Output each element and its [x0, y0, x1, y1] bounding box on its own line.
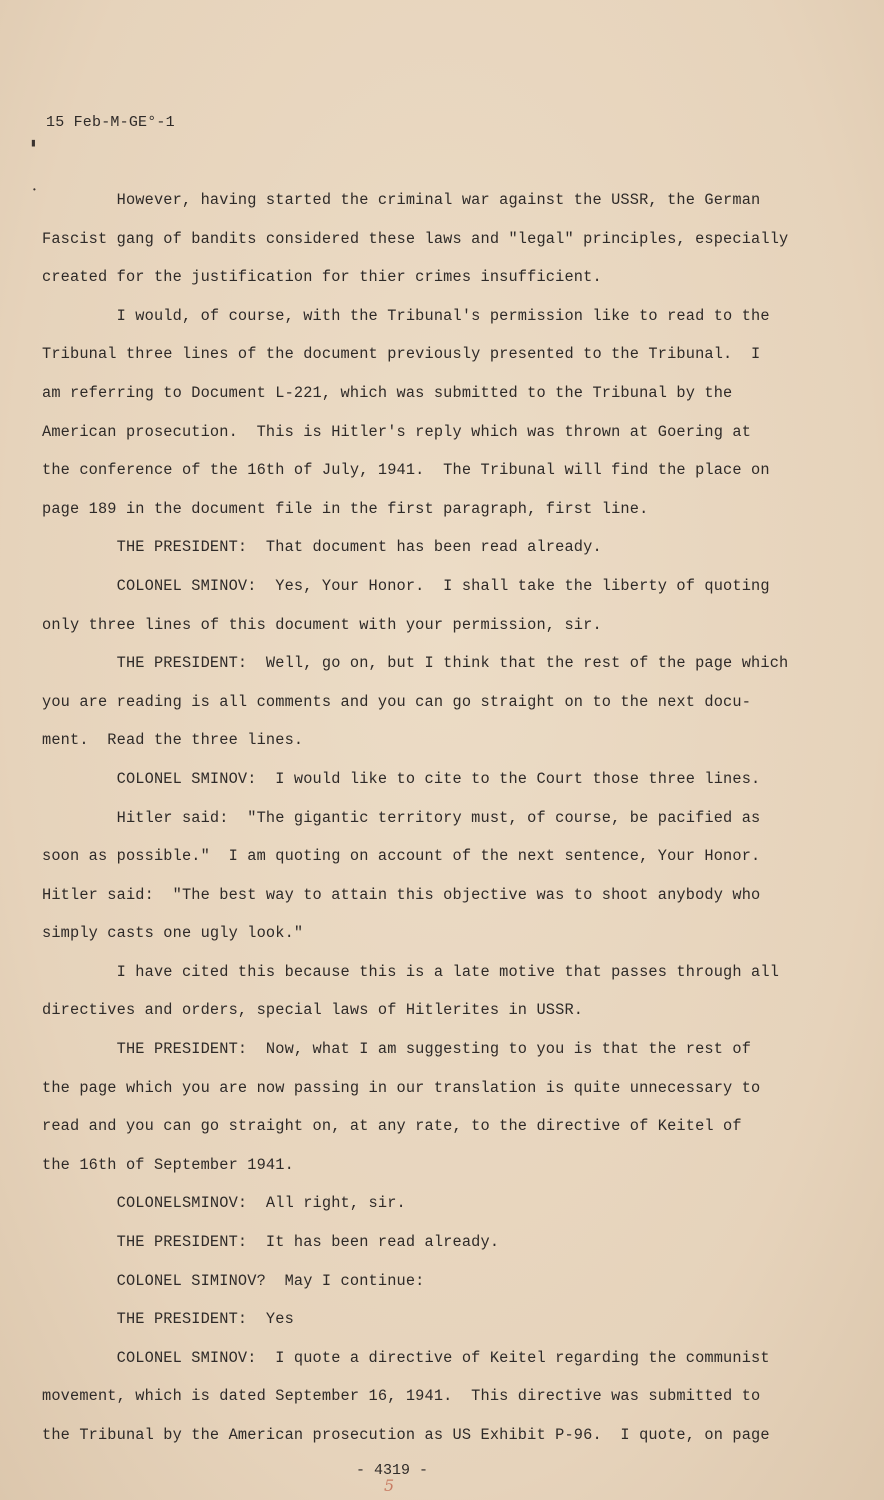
document-reference: 15 Feb-M-GE°-1 [46, 114, 175, 131]
transcript-line: page 189 in the document file in the first paragraph, first line. [42, 499, 649, 518]
transcript-line: the page which you are now passing in our translation is quite unnecessary to [42, 1078, 761, 1097]
transcript-line: the 16th of September 1941. [42, 1155, 294, 1174]
transcript-line: the Tribunal by the American prosecution as US Exhibit P-96. I quote, on page [42, 1426, 770, 1444]
page-number: - 4319 - [356, 1462, 429, 1479]
margin-mark: ▮ [30, 138, 37, 150]
transcript-line: am referring to Document L-221, which was submitted to the Tribunal by the [42, 383, 733, 402]
transcript-line: THE PRESIDENT: Well, go on, but I think that the rest of the page which [42, 654, 789, 673]
transcript-line: American prosecution. This is Hitler's reply which was thrown at Goering at [42, 422, 752, 441]
transcript-line: COLONELSMINOV: All right, sir. [42, 1194, 406, 1213]
transcript-line: only three lines of this document with your permission, sir. [42, 615, 602, 634]
transcript-line: COLONEL SMINOV: Yes, Your Honor. I shall take the liberty of quoting [42, 576, 770, 595]
transcript-line: Hitler said: "The best way to attain this objective was to shoot anybody who [42, 885, 761, 904]
transcript-line: However, having started the criminal war against the USSR, the German [42, 191, 761, 209]
transcript-line: ment. Read the three lines. [42, 731, 304, 750]
transcript-line: movement, which is dated September 16, 1941. This directive was submitted to [42, 1387, 761, 1406]
transcript-line: you are reading is all comments and you can go straight on to the next docu- [42, 692, 752, 711]
transcript-line: THE PRESIDENT: It has been read already. [42, 1233, 500, 1252]
transcript-line: THE PRESIDENT: Yes [42, 1310, 294, 1329]
handwritten-page-mark: 5 [384, 1476, 395, 1495]
transcript-line: Fascist gang of bandits considered these laws and "legal" principles, especially [42, 229, 789, 248]
transcript-line: COLONEL SMINOV: I would like to cite to the Court those three lines. [42, 769, 761, 788]
margin-mark: • [32, 186, 37, 195]
transcript-line: COLONEL SMINOV: I quote a directive of Keitel regarding the communist [42, 1348, 770, 1367]
transcript-line: Hitler said: "The gigantic territory must, of course, be pacified as [42, 808, 761, 827]
transcript-line: the conference of the 16th of July, 1941. The Tribunal will find the place on [42, 461, 770, 480]
transcript-line: directives and orders, special laws of Hitlerites in USSR. [42, 1001, 584, 1020]
transcript-line: soon as possible." I am quoting on account of the next sentence, Your Honor. [42, 847, 761, 866]
transcript-line: created for the justification for thier crimes insufficient. [42, 268, 602, 287]
transcript-line: Tribunal three lines of the document previously presented to the Tribunal. I [42, 345, 761, 364]
transcript-line: COLONEL SIMINOV? May I continue: [42, 1271, 425, 1290]
transcript-line: THE PRESIDENT: That document has been read already. [42, 538, 602, 557]
transcript-line: I would, of course, with the Tribunal's permission like to read to the [42, 306, 770, 325]
transcript-line: read and you can go straight on, at any rate, to the directive of Keitel of [42, 1117, 742, 1136]
transcript-body [42, 188, 822, 1462]
transcript-line: THE PRESIDENT: Now, what I am suggesting to you is that the rest of [42, 1040, 752, 1059]
transcript-line: simply casts one ugly look." [42, 924, 304, 943]
transcript-line: I have cited this because this is a late motive that passes through all [42, 962, 780, 981]
